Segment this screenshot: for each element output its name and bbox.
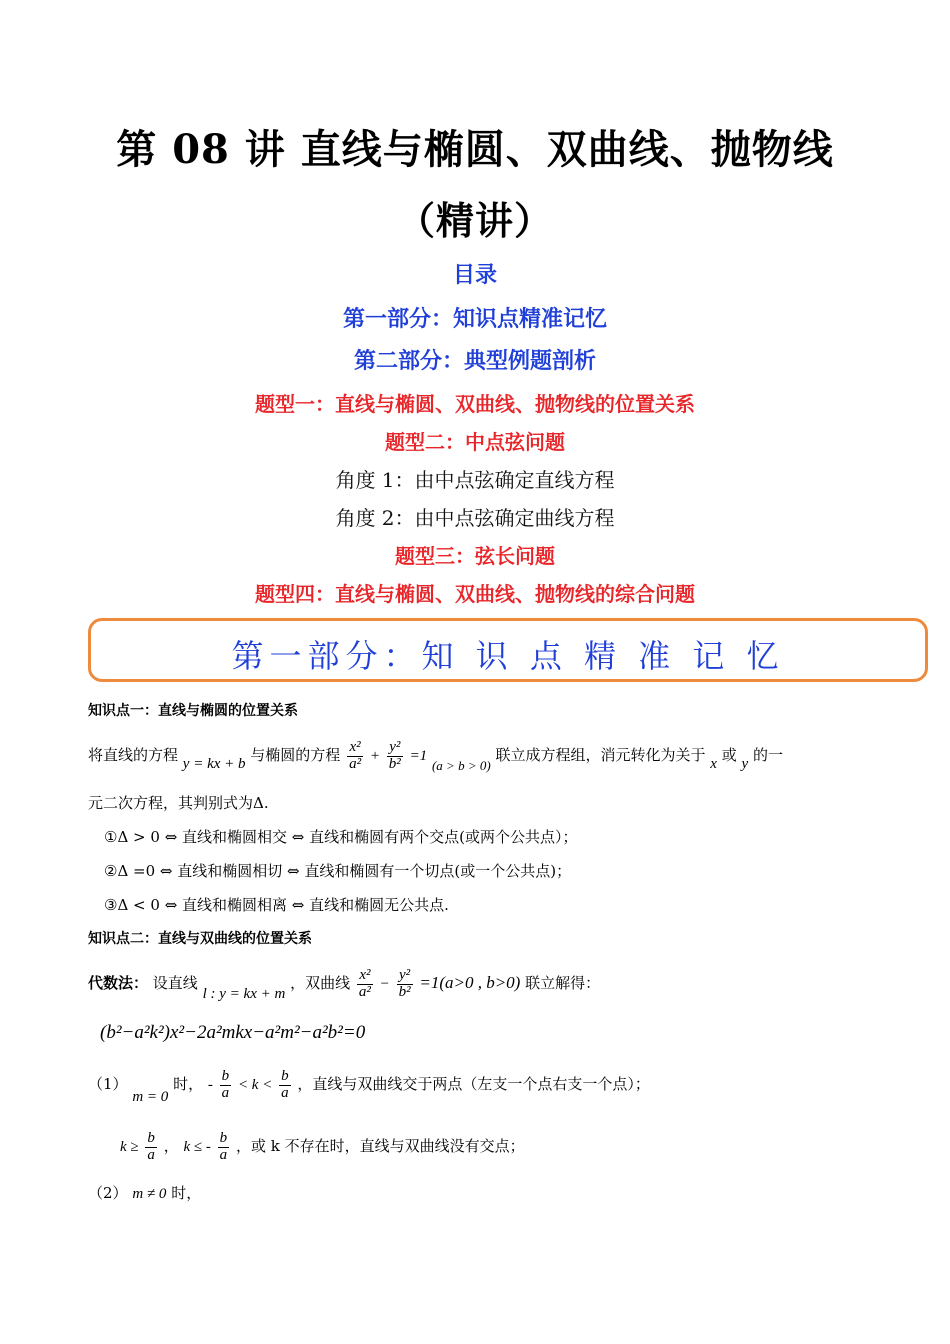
kp2-case-1: （1） m = 0 时， - $\frac{b}{a}$ < k < $\frac{b}{a}$ ，直线与双曲线交于两点（左支一个点右支一个点）；	[88, 1067, 650, 1105]
ellipse-x-fraction: $\frac{\text{x²}}{\text{a²}}$	[349, 738, 362, 772]
combined-equation: (b²−a²k²)x²−2a²mkx−a²m²−a²b²=0	[100, 1022, 366, 1043]
toc-heading: 目录	[452, 262, 497, 288]
b-over-a-fraction: $\frac{b}{a}$	[221, 1067, 230, 1101]
kp2-heading: 知识点二：直线与双曲线的位置关系	[88, 931, 312, 947]
kp1-heading: 知识点一：直线与椭圆的位置关系	[88, 703, 298, 719]
hyperbola-x-fraction: $\frac{\text{x²}}{\text{a²}}$	[358, 966, 371, 1000]
toc-type1[interactable]: 题型一：直线与椭圆、双曲线、抛物线的位置关系	[255, 392, 695, 416]
kp1-paragraph-2: 元二次方程，其判别式为Δ.	[88, 794, 269, 812]
toc-type3[interactable]: 题型三：弦长问题	[395, 544, 555, 568]
kp2-line-equation: l : y = kx + m	[202, 986, 286, 1002]
kp2-case-2: （2） m ≠ 0 时，	[88, 1184, 202, 1202]
section-banner-text: 第一部分：知 识 点 精 准 记 忆	[231, 637, 785, 675]
b-over-a-fraction: $\frac{b}{a}$	[219, 1129, 228, 1163]
section-banner	[88, 618, 928, 682]
toc-angle1[interactable]: 角度 1：由中点弦确定直线方程	[335, 468, 615, 492]
kp2-case-1b: k ≥ $\frac{b}{a}$ ， k ≤ - $\frac{b}{a}$ ，或 k 不存在时，直线与双曲线没有交点；	[120, 1129, 525, 1163]
toc-angle2[interactable]: 角度 2：由中点弦确定曲线方程	[335, 506, 615, 530]
page-subtitle: （精讲）	[396, 198, 553, 243]
kp1-item-3: ③Δ < 0 ⇔ 直线和椭圆相离 ⇔ 直线和椭圆无公共点.	[104, 896, 449, 914]
ellipse-condition: (a > b > 0)	[431, 758, 491, 773]
page-title: 第 08 讲 直线与椭圆、双曲线、抛物线	[116, 126, 834, 173]
toc-type4[interactable]: 题型四：直线与椭圆、双曲线、抛物线的综合问题	[255, 582, 695, 606]
line-equation: y = kx + b	[182, 756, 246, 772]
kp2-algebra-line: 代数法： 设直线 l : y = kx + m ，双曲线 $\frac{\text{x²}}{\text{a²}}$ − $\frac{\text{y²}}{\text{b²}}$ =1(a>0 , b>0) 联立解得：	[88, 966, 601, 1002]
kp1-item-1: ①Δ > 0 ⇔ 直线和椭圆相交 ⇔ 直线和椭圆有两个交点(或两个公共点）；	[104, 828, 578, 846]
b-over-a-fraction: $\frac{b}{a}$	[147, 1129, 155, 1163]
kp1-paragraph-1: 将直线的方程 y = kx + b 与椭圆的方程 $\frac{\text{x²}}{\text{a²}}$ + $\frac{\text{y²}}{\text{b²}}$ =1 (a > b > 0) 联立成方程组，消元转化为关于 x 或 y 的一	[88, 738, 783, 773]
algebra-label: 代数法：	[88, 974, 149, 992]
toc-part2[interactable]: 第二部分：典型例题剖析	[353, 348, 596, 374]
toc-type2[interactable]: 题型二：中点弦问题	[385, 430, 565, 454]
kp1-item-2: ②Δ =0 ⇔ 直线和椭圆相切 ⇔ 直线和椭圆有一个切点(或一个公共点)；	[104, 862, 572, 880]
hyperbola-y-fraction: $\frac{\text{y²}}{\text{b²}}$	[398, 966, 411, 1000]
ellipse-y-fraction: $\frac{\text{y²}}{\text{b²}}$	[388, 738, 401, 772]
b-over-a-fraction: $\frac{b}{a}$	[281, 1067, 289, 1101]
toc-part1[interactable]: 第一部分：知识点精准记忆	[342, 306, 607, 332]
